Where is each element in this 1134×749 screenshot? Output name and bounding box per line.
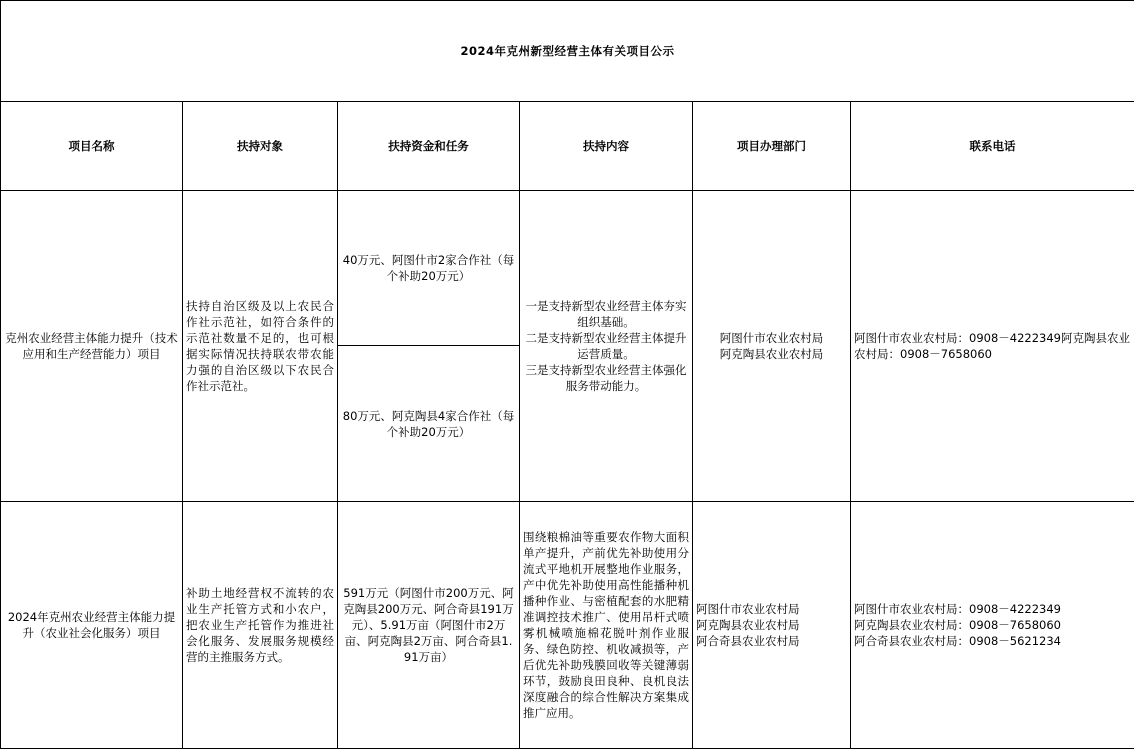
project-name: 2024年克州农业经营主体能力提升（农业社会化服务）项目: [1, 502, 183, 749]
support-content: [520, 191, 693, 502]
header-project-name: 项目名称: [1, 102, 183, 191]
support-target: 扶持自治区级及以上农民合作社示范社，如符合条件的示范社数量不足的，也可根据实际情况扶持联农带农能力强的自治区级以下农民合作社示范社。: [183, 191, 338, 502]
department-name: 阿克陶县农业农村局: [696, 346, 847, 362]
content-line: 二是支持新型农业经营主体提升运营质量。: [523, 330, 689, 362]
department-name: 阿合奇县农业农村局: [696, 633, 847, 649]
department-name: 阿图什市农业农村局: [696, 330, 847, 346]
header-support-content: 扶持内容: [520, 102, 693, 191]
phone-cell: [851, 191, 1134, 502]
table-row: [1, 502, 1134, 749]
phone-line: 阿图什市农业农村局：0908－4222349: [854, 601, 1131, 617]
department-cell: [693, 191, 851, 502]
header-funds-tasks: 扶持资金和任务: [338, 102, 520, 191]
phone-line: 阿图什市农业农村局：0908－4222349阿克陶县农业农村局：0908－7658060: [854, 330, 1131, 362]
department-name: 阿图什市农业农村局: [696, 601, 847, 617]
funds-item: 40万元、阿图什市2家合作社（每个补助20万元）: [338, 191, 519, 346]
funds-cell: [338, 191, 520, 502]
phone-cell: [851, 502, 1134, 749]
phone-line: 阿合奇县农业农村局：0908－5621234: [854, 633, 1131, 649]
content-line: 三是支持新型农业经营主体强化服务带动能力。: [523, 362, 689, 394]
project-name: 克州农业经营主体能力提升（技术应用和生产经营能力）项目: [1, 191, 183, 502]
support-content: [520, 502, 693, 749]
support-target: 补助土地经营权不流转的农业生产托管方式和小农户，把农业生产托管作为推进社会化服务、发展服务规模经营的主推服务方式。: [183, 502, 338, 749]
page-title: 2024年克州新型经营主体有关项目公示: [1, 1, 1134, 102]
content-line: 围绕粮棉油等重要农作物大面积单产提升，产前优先补助使用分流式平地机开展整地作业服务，产中优先补助使用高性能播种机播种作业、与密植配套的水肥精准调控技术推广、使用吊杆式喷雾机械喷施棉花脱叶剂作业服务、绿色防控、机收减损等，产后优先补助残膜回收等关键薄弱环节，鼓励良田良种、良机良法深度融合的综合性解决方案集成推广应用。: [523, 529, 689, 721]
table-row: [1, 191, 1134, 502]
content-line: 一是支持新型农业经营主体夯实组织基础。: [523, 298, 689, 330]
phone-line: 阿克陶县农业农村局：0908－7658060: [854, 617, 1131, 633]
header-phone: 联系电话: [851, 102, 1134, 191]
department-cell: [693, 502, 851, 749]
funds-item: 591万元（阿图什市200万元、阿克陶县200万元、阿合奇县191万元）、5.91万亩（阿图什市2万亩、阿克陶县2万亩、阿合奇县1.91万亩）: [341, 585, 516, 665]
funds-cell: [338, 502, 520, 749]
header-row: [1, 102, 1134, 191]
department-name: 阿克陶县农业农村局: [696, 617, 847, 633]
header-support-target: 扶持对象: [183, 102, 338, 191]
funds-item: 80万元、阿克陶县4家合作社（每个补助20万元）: [338, 346, 519, 501]
header-department: 项目办理部门: [693, 102, 851, 191]
